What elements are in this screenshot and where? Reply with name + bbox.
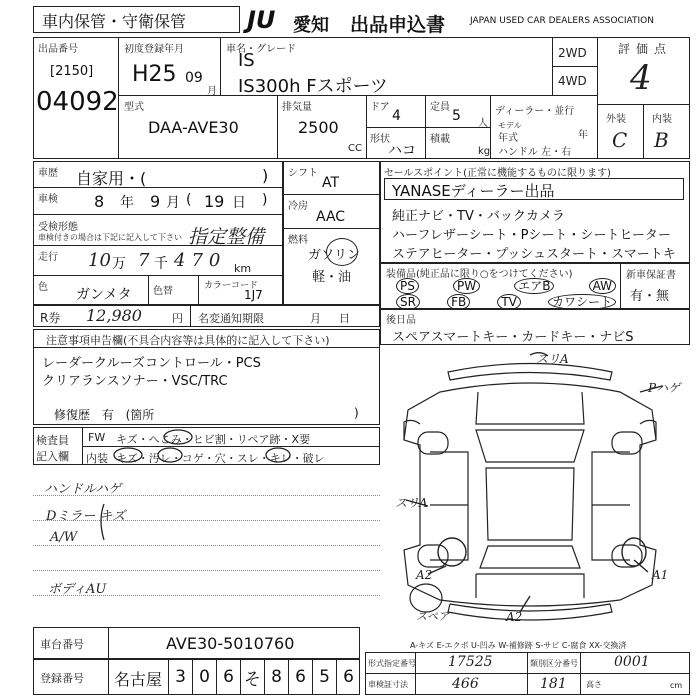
diagram-label-a2-bottom: A2 bbox=[506, 610, 523, 624]
mileage-u1: 万 bbox=[112, 256, 126, 272]
class-label: 類別区分番号 bbox=[530, 659, 578, 668]
length-value: 466 bbox=[452, 676, 479, 692]
recycle-unit: 円 bbox=[172, 312, 183, 325]
car-model: IS bbox=[238, 50, 255, 71]
notice-unit: 月日 bbox=[310, 312, 368, 325]
damage-legend: A-キズ E-エクボ U-凹み W-補修跡 S-サビ C-腐食 XX-交換済 bbox=[410, 641, 627, 650]
doors-value: 4 bbox=[392, 108, 401, 124]
shape-value: ハコ bbox=[388, 143, 416, 159]
recycle-label: R券 bbox=[40, 311, 61, 325]
diagram-label-a1: A1 bbox=[652, 568, 669, 582]
mileage-u2: 千 bbox=[154, 256, 168, 272]
width-value: 181 bbox=[540, 676, 567, 692]
type-num-label: 形式指定番号 bbox=[368, 659, 416, 668]
hw-note-1: ハンドルハゲ bbox=[44, 482, 122, 497]
recycle-value: 12,980 bbox=[86, 306, 142, 325]
disp-unit: CC bbox=[348, 143, 362, 154]
equipment-item: PW bbox=[453, 278, 480, 294]
aircon-label: 冷房 bbox=[288, 201, 308, 212]
chassis-value: AVE30-5010760 bbox=[166, 634, 295, 653]
receipt-value: 指定整備 bbox=[188, 226, 265, 248]
reg-month: 09 bbox=[185, 70, 203, 86]
history-label: 車歴 bbox=[38, 168, 58, 179]
selling-line4: ステアヒーター・プッシュスタート・スマートキ bbox=[392, 247, 676, 262]
score-label: 評価点 bbox=[618, 42, 673, 56]
org-name: 愛知 bbox=[293, 15, 329, 36]
inspector-fw-label: FW bbox=[88, 431, 106, 444]
ext-label: 外装 bbox=[606, 114, 626, 125]
form-title: 出品申込書 bbox=[350, 14, 446, 36]
hw-note-2: Dミラー キズ bbox=[46, 509, 126, 524]
receipt-label: 受検形態 bbox=[38, 222, 78, 233]
shift-value: AT bbox=[322, 175, 340, 191]
int-value: B bbox=[654, 128, 669, 152]
notice-label: 名変通知期限 bbox=[198, 312, 264, 325]
shift-label: シフト bbox=[288, 168, 318, 179]
selling-line3: ハーフレザーシート・Pシート・シートヒーター bbox=[392, 228, 671, 243]
plate-digit: 8 bbox=[264, 659, 288, 695]
doors-label: ドア bbox=[370, 102, 390, 113]
equipment-item: エアB bbox=[514, 278, 554, 294]
fuel-line2: 軽・油 bbox=[312, 270, 352, 285]
lot-sub: [2150] bbox=[50, 64, 94, 79]
history-value: 自家用・( bbox=[76, 169, 147, 188]
plate-digit: 6 bbox=[216, 659, 240, 695]
inspection-day: 19 bbox=[204, 192, 225, 211]
type-label: 型式 bbox=[124, 102, 144, 113]
inspection-day-open: ( bbox=[186, 192, 192, 208]
plate-digit: 5 bbox=[312, 659, 336, 695]
plate-digit: 0 bbox=[192, 659, 216, 695]
diagram-label-right: Pハゲ bbox=[648, 381, 681, 395]
plate-digit: 6 bbox=[288, 659, 312, 695]
inspector-fw-items: キズ・へこみ・ヒビ割・リペア跡・X要 bbox=[116, 433, 311, 446]
hw-note-3: A/W bbox=[50, 530, 78, 545]
plate-digits bbox=[168, 659, 360, 695]
car-grade: IS300h Fスポーツ bbox=[238, 76, 388, 97]
car-name-label: 車名・グレード bbox=[226, 44, 296, 55]
color-label: 色 bbox=[38, 282, 48, 293]
mileage-label: 走行 bbox=[38, 252, 58, 263]
aircon-value: AAC bbox=[316, 209, 346, 225]
selling-header: セールスポイント(正常に機能するものに限ります) bbox=[384, 168, 611, 179]
cert-value: 有・無 bbox=[630, 289, 670, 304]
plate-digit: そ bbox=[240, 659, 264, 695]
inspection-year-unit: 年 bbox=[120, 195, 134, 211]
storage-tag: 車内保管・守衛保管 bbox=[42, 12, 187, 31]
inspection-month: 9 bbox=[150, 192, 161, 211]
mileage-unit: km bbox=[234, 262, 252, 275]
equipment-item: AW bbox=[589, 278, 616, 294]
selling-line2: 純正ナビ・TV・バックカメラ bbox=[392, 209, 565, 224]
inspection-day-close: ) bbox=[262, 192, 268, 208]
capacity-unit: 人 bbox=[478, 118, 488, 129]
dealer-year: 年式 bbox=[498, 133, 518, 144]
plate-area: 名古屋 bbox=[114, 670, 163, 689]
load-unit: kg bbox=[478, 146, 491, 157]
equipment-item: カワシート bbox=[548, 294, 616, 310]
dealer-model: モデル bbox=[498, 121, 522, 130]
lot-number: 04092 bbox=[36, 87, 119, 117]
color-trim-label: 色替 bbox=[153, 286, 173, 297]
cert-label: 新車保証書 bbox=[626, 270, 676, 281]
type-num: 17525 bbox=[448, 654, 493, 670]
class-num: 0001 bbox=[614, 654, 650, 670]
equipment-item: TV bbox=[497, 294, 521, 310]
length-label: 車検証寸法 bbox=[368, 680, 408, 689]
capacity-value: 5 bbox=[452, 108, 461, 124]
plate-label: 登録番号 bbox=[40, 672, 84, 685]
color-code: 1J7 bbox=[244, 288, 263, 302]
inspector-label2: 記入欄 bbox=[36, 450, 69, 463]
diagram-label-spare: スペア bbox=[416, 610, 449, 623]
plate-digit: 3 bbox=[168, 659, 192, 695]
inspector-int-label: 内装 bbox=[86, 452, 108, 465]
fuel-line1: ガソリン bbox=[308, 248, 361, 263]
mileage-v2: 7 bbox=[138, 250, 150, 271]
mileage-v3: 470 bbox=[174, 250, 227, 271]
notes-line2: クリアランスソナー・VSC/TRC bbox=[42, 374, 228, 389]
dealer-line1: ディーラー・並行 bbox=[495, 106, 575, 117]
drive-2wd: 2WD bbox=[558, 46, 587, 60]
notes-repair: 修復歴 有 (箇所 bbox=[54, 408, 155, 422]
english-title: JAPAN USED CAR DEALERS ASSOCIATION bbox=[470, 16, 654, 26]
unit-label: cm bbox=[670, 681, 683, 690]
color-code-label: カラーコード bbox=[204, 281, 259, 291]
dealer-handle: ハンドル 左・右 bbox=[498, 147, 572, 158]
equipment-item: SR bbox=[396, 294, 420, 310]
ext-value: C bbox=[612, 128, 628, 152]
height-label: 高さ bbox=[586, 680, 602, 689]
inspection-label: 車検 bbox=[38, 194, 58, 205]
lot-label: 出品番号 bbox=[38, 44, 78, 55]
after-value: スペアスマートキー・カードキー・ナビS bbox=[392, 330, 634, 345]
inspection-month-unit: 月 bbox=[166, 195, 180, 211]
notes-repair-close: ) bbox=[354, 406, 359, 420]
notes-header: 注意事項申告欄(不具合内容等は具体的に記入して下さい) bbox=[46, 334, 330, 347]
diagram-label-top: スリA bbox=[536, 352, 569, 366]
history-close: ) bbox=[262, 166, 269, 185]
inspection-day-unit: 日 bbox=[232, 195, 246, 211]
selling-line1: YANASEディーラー出品 bbox=[392, 182, 555, 200]
capacity-label: 定員 bbox=[430, 102, 450, 113]
plate-digit: 6 bbox=[336, 659, 360, 695]
dealer-year-unit: 年 bbox=[578, 130, 588, 141]
equipment-item: PS bbox=[396, 278, 419, 294]
color-value: ガンメタ bbox=[76, 287, 132, 303]
equipment-item: FB bbox=[447, 294, 470, 310]
equipment-header: 装備品(純正品に限り○をつけてください) bbox=[386, 269, 573, 280]
ju-logo: JU bbox=[247, 6, 276, 34]
inspector-int-items: キズ・汚レ・コゲ・穴・スレ・キレ・破レ bbox=[116, 452, 325, 465]
int-label: 内装 bbox=[652, 114, 672, 125]
after-label: 後日品 bbox=[386, 315, 416, 326]
load-label: 積載 bbox=[430, 134, 450, 145]
drive-4wd: 4WD bbox=[558, 74, 587, 88]
chassis-label: 車台番号 bbox=[40, 638, 84, 651]
reg-year: H25 bbox=[132, 62, 177, 87]
score-value: 4 bbox=[630, 58, 652, 98]
hw-note-4: ボディAU bbox=[48, 582, 107, 597]
reg-label: 初度登録年月 bbox=[124, 44, 184, 55]
inspection-year: 8 bbox=[94, 192, 105, 211]
mileage-v1: 10 bbox=[88, 250, 111, 271]
disp-value: 2500 bbox=[298, 118, 339, 137]
diagram-label-left: スリA bbox=[395, 496, 428, 510]
shape-label: 形状 bbox=[370, 134, 390, 145]
diagram-label-a2-left: A2 bbox=[416, 568, 433, 582]
inspector-label1: 検査員 bbox=[36, 434, 69, 447]
fuel-label: 燃料 bbox=[288, 235, 308, 246]
reg-month-unit: 月 bbox=[207, 86, 217, 97]
type-value: DAA-AVE30 bbox=[148, 118, 239, 137]
notes-line1: レーダークルーズコントロール・PCS bbox=[42, 356, 261, 371]
receipt-note: 車検付きの場合は下記に記入して下さい bbox=[38, 233, 182, 242]
disp-label: 排気量 bbox=[282, 102, 312, 113]
